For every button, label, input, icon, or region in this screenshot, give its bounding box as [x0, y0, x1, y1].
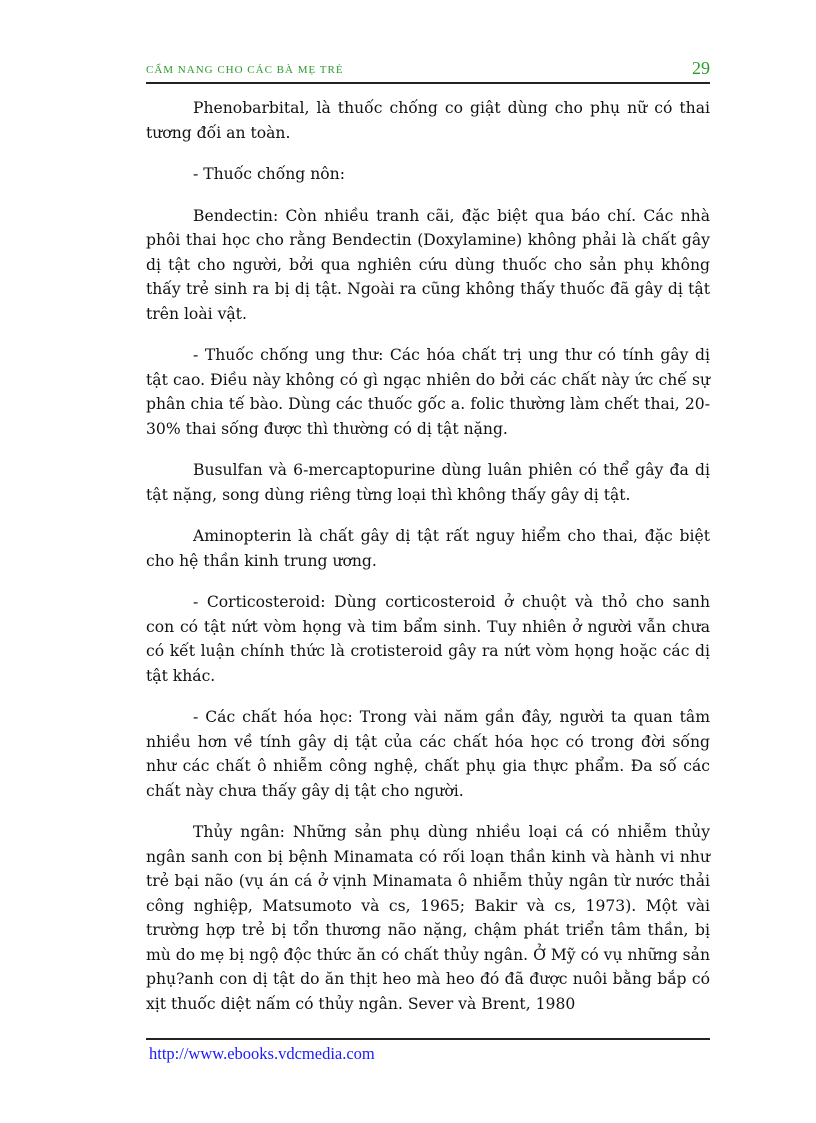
paragraph: Aminopterin là chất gây dị tật rất nguy hiểm cho thai, đặc biệt cho hệ thần kinh trung ương. [146, 527, 710, 570]
paragraph: - Thuốc chống nôn: [193, 165, 345, 183]
footer-website-link[interactable]: http://www.ebooks.vdcmedia.com [149, 1044, 375, 1063]
paragraph: - Các chất hóa học: Trong vài năm gần đây, người ta quan tâm nhiều hơn về tính gây dị tật của các chất hóa học có trong đời sống như các chất ô nhiễm công nghệ, chất phụ gia thực phẩm. Đa số các chất này chưa thấy gây dị tật cho người. [146, 708, 710, 800]
header-divider [146, 82, 710, 84]
paragraph: - Corticosteroid: Dùng corticosteroid ở chuột và thỏ cho sanh con có tật nứt vòm họng và tim bẩm sinh. Tuy nhiên ở người vẫn chưa có kết luận chính thức là crotisteroid gây ra nứt vòm họng hoặc các dị tật khác. [146, 593, 710, 685]
paragraph: Thủy ngân: Những sản phụ dùng nhiều loại cá có nhiễm thủy ngân sanh con bị bệnh Minamata có rối loạn thần kinh và hành vi như trẻ bại não (vụ án cá ở vịnh Minamata ô nhiễm thủy ngân từ nước thải công nghiệp, Matsumoto và cs, 1965; Bakir và cs, 1973). Một vài trường hợp trẻ bị tổn thương não nặng, chậm phát triển tâm thần, bị mù do mẹ bị ngộ độc thức ăn có chất thủy ngân. Ở Mỹ có vụ những sản phụ?anh con dị tật do ăn thịt heo mà heo đó đã được nuôi bằng bắp có xịt thuốc diệt nấm có thủy ngân. Sever và Brent, 1980 [146, 823, 710, 1013]
page-header [146, 60, 710, 82]
footer-divider [146, 1038, 710, 1040]
page-number: 29 [692, 58, 710, 78]
paragraph: Phenobarbital, là thuốc chống co giật dùng cho phụ nữ có thai tương đối an toàn. [146, 99, 710, 142]
paragraph: Bendectin: Còn nhiều tranh cãi, đặc biệt qua báo chí. Các nhà phôi thai học cho rằng Bendectin (Doxylamine) không phải là chất gây dị tật cho người, bởi qua nghiên cứu dùng thuốc cho sản phụ không thấy trẻ sinh ra bị dị tật. Ngoài ra cũng không thấy thuốc đã gây dị tật trên loài vật. [146, 206, 710, 323]
paragraph: - Thuốc chống ung thư: Các hóa chất trị ung thư có tính gây dị tật cao. Điều này không có gì ngạc nhiên do bởi các chất này ức chế sự phân chia tế bào. Dùng các thuốc gốc a. folic thường làm chết thai, 20-30% thai sống được thì thường có dị tật nặng. [146, 346, 710, 438]
body-text [146, 96, 710, 1033]
paragraph: Busulfan và 6-mercaptopurine dùng luân phiên có thể gây đa dị tật nặng, song dùng riêng từng loại thì không thấy gây dị tật. [146, 461, 710, 504]
running-title: CẨM NANG CHO CÁC BÀ MẸ TRẺ [146, 64, 344, 76]
